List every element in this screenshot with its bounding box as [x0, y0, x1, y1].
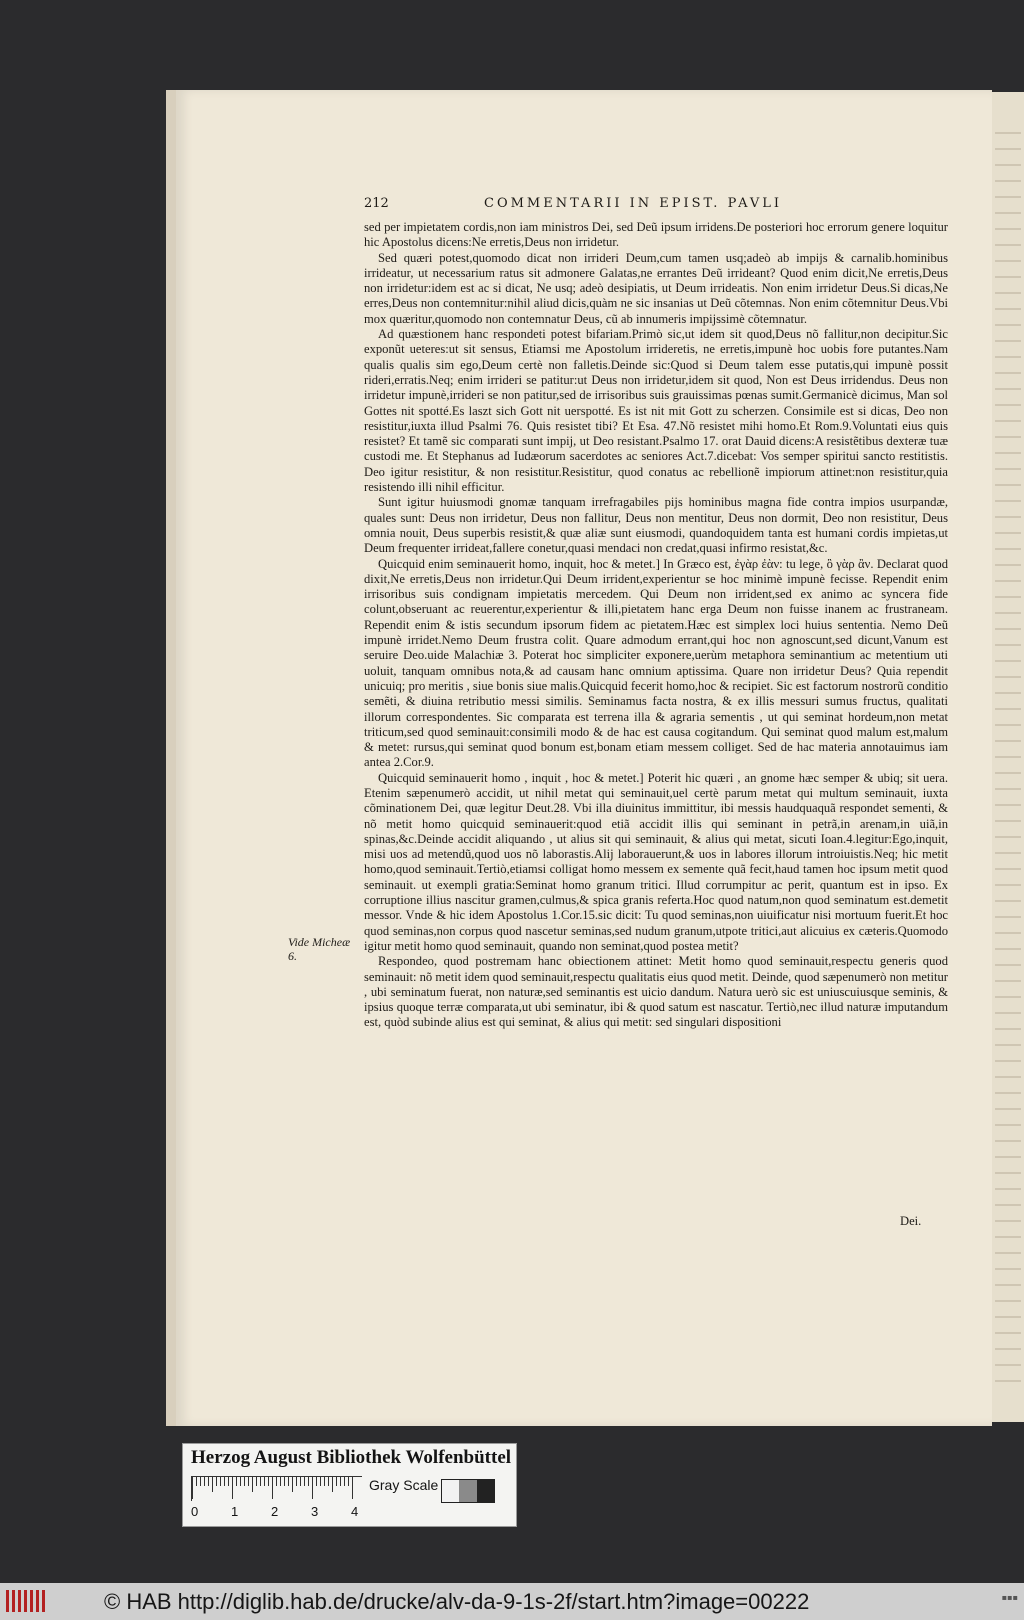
facing-page-line: [995, 436, 1021, 438]
facing-page-line: [995, 308, 1021, 310]
ruler-number: 3: [311, 1504, 319, 1519]
facing-page-line: [995, 516, 1021, 518]
paragraph-2: Sed quæri potest,quomodo dicat non irrideri Deum,cum tamen usq;adeò ab impijs & carnalib.hominibus irrideatur, ut necessarium ratus sit admonere Galatas,ne errantes Deũ irrideant? Quod enim dicit,Ne erretis,Deus non irridetur:idem est ac si dicat, Ne usq; adeò desipiatis, ut Deum irrideatis. Non enim irridetur Deus.Si dicas,Ne erres,Deus non contemnitur:nihil aliud dicis,quàm ne sic insanias ut Deũ cõtemnas. Non enim cõtemnitur Deus.Vbi mox quæritur,quomodo non contemnatur Deus, cũ ab innumeris impijssimè cõtemnatur.: [364, 250, 948, 326]
running-head: [364, 196, 954, 216]
ruler-number: 1: [231, 1504, 239, 1519]
facing-page-line: [995, 132, 1021, 134]
paragraph-7: Respondeo, quod postremam hanc obiectionem attinet: Metit homo quod seminauit,respectu generis quod seminauit: nõ metit idem quod seminauit,respectu qualitatis eius quod metit. Deinde, quod sæpenumerò non metitur , ubi seminatum fuerat, non naturæ,sed seminantis est uicio dandum. Natura uerò sic est uniuscuiusque seminis, & ipsius quoque terræ comparata,ut ubi seminatur, ibi & quod satum est nascatur. Tertiò,nec illud naturæ imputandum est, quòd subinde alius est qui seminat, & alius qui metit: sed singulari dispositioni: [364, 954, 948, 1030]
facing-page-line: [995, 1332, 1021, 1334]
facing-page-line: [995, 660, 1021, 662]
ruler-tick: [192, 1477, 193, 1499]
ruler-tick: [204, 1477, 205, 1486]
ruler-tick: [232, 1477, 233, 1499]
ruler-tick: [256, 1477, 257, 1486]
paragraph-5: Quicquid enim seminauerit homo, inquit, hoc & metet.] In Græco est, ἐγὰρ ἐὰν: tu lege, ὃ γὰρ ἂν. Declarat quod dixit,Ne erretis,Deus non irridetur.Qui Deum irrident,experientur se hoc minimè impunè fecisse. Rependit enim irrisoribus suis condignam impietatis mercedem. Qui Deum non irrident,sed ex animo ac syncera fide colunt,obseruant ac reuerentur,experientur & illi,pietatem hanc erga Deum non fuisse inanem ac frustraneam. Rependit enim & istis secundum ipsorum fidem ac pietatem.Hæc est simplex loci huius sententia. Nemo Deũ impunè irridet.Nemo Deum frustra colit. Quare admodum errant,qui hoc non agnoscunt,sed dicunt,Vanum est seruire Deo.uide Malachiæ 3. Poterat hoc simpliciter exponere,uerùm metaphora seminantium ac metentium uti uoluit, tanquam omnibus nota,& ad causam hanc omnium aptissima. Quare non irridetur Deus? Quia rependit unicuiq; pro meritis , siue bonis siue malis.Quicquid fecerit homo,hoc & recipiet. Sic est factorum nostrorũ conditio semẽti, & diuina retributio messi similis. Seminamus facta nostra, & ex illis messuri sumus fructus, qualitati illorum correspondentes. Sic comparata est terrena illa & agraria sementis , ut qui seminat hordeum,non metat triticum,sed quod seminauit:consimili modo & de hac est causa cogitandum. Qui seminat quod malum est,malum & metet: rursus,qui seminat quod bonum est,bonam etiam messem colliget. Sed de hac materia annotauimus iam antea 2.Cor.9.: [364, 556, 948, 770]
facing-page-line: [995, 292, 1021, 294]
gray-swatch-mid: [459, 1480, 476, 1502]
ruler-tick: [284, 1477, 285, 1486]
ruler-tick: [304, 1477, 305, 1486]
facing-page-line: [995, 1236, 1021, 1238]
ruler-tick: [244, 1477, 245, 1486]
ruler-tick: [312, 1477, 313, 1499]
facing-page-line: [995, 948, 1021, 950]
footer-url: © HAB http://diglib.hab.de/drucke/alv-da-9-1s-2f/start.htm?image=00222: [104, 1589, 810, 1614]
facing-page-line: [995, 164, 1021, 166]
ruler-tick: [268, 1477, 269, 1486]
ruler-tick: [296, 1477, 297, 1486]
facing-page-line: [995, 708, 1021, 710]
paragraph-1: sed per impietatem cordis,non iam ministros Dei, sed Deũ ipsum irridens.De posteriori hoc errorum genere loquitur hic Apostolus dicens:Ne erretis,Deus non irridetur.: [364, 220, 948, 250]
facing-page-line: [995, 756, 1021, 758]
facing-page-line: [995, 1172, 1021, 1174]
facing-page-line: [995, 452, 1021, 454]
ruler-tick: [276, 1477, 277, 1486]
facing-page-line: [995, 1268, 1021, 1270]
facing-page-line: [995, 388, 1021, 390]
ruler-tick: [264, 1477, 265, 1486]
facing-page-line: [995, 1220, 1021, 1222]
ruler-tick: [280, 1477, 281, 1486]
ruler-tick: [320, 1477, 321, 1486]
catchword: Dei.: [900, 1214, 922, 1228]
ruler-tick: [308, 1477, 309, 1486]
facing-page-line: [995, 500, 1021, 502]
ruler-tick: [220, 1477, 221, 1486]
facing-page-line: [995, 564, 1021, 566]
facing-page-line: [995, 1124, 1021, 1126]
facing-page-line: [995, 340, 1021, 342]
footer-bar: [0, 1583, 1024, 1620]
facing-page-line: [995, 1252, 1021, 1254]
facing-page-line: [995, 1380, 1021, 1382]
facing-page-line: [995, 1060, 1021, 1062]
paragraph-6: Quicquid seminauerit homo , inquit , hoc & metet.] Poterit hic quæri , an gnome hæc semper & ubiq; sit uera. Etenim sæpenumerò accidit, ut nihil metat qui seminauit,uel certè parum metat qui multum seminauit, iuxta cõminationem Dei, quæ legitur Deut.28. Vbi illa diuinitus immittitur, ibi messis haudquaquã respondet sementi, & nõ metit homo quicquid seminauerit:quod etiã accidit illis qui seminant in petrã,in arenam,in uiã,in spinas,&c.Deinde accidit aliquando , ut alius sit qui seminauit, & alius qui metat, sicuti Ioan.4.legitur:Ego,inquit, misi uos ad metendũ,quod uos nõ laborastis.Alij laborauerunt,& uos in labores illorum introiuistis.Neq; hic metit homo,quod seminauit.Tertiò,etiamsi colligat homo messem ex semente quã fecit,haud tamen hoc ipsum metit quod seminauit. ut exempli gratia:Seminat homo granum tritici. Illud corrumpitur ac perit, quantum est in ipso. Ex corruptione illius nascitur gramen,culmus,& spica granis referta.Hoc quod natum,non quod seminatum est.demetit messor. Vnde & hic idem Apostolus 1.Cor.15.sic dicit: Tu quod seminas,non uiuificatur nisi mortuum fuerit.Et hoc quod seminas,non corpus quod nascetur seminas,sed nudum granum,utpote tritici,aut alicuius ex cæteris.Quomodo igitur metit homo quod seminauit, quando non seminat,quod postea metit?: [364, 770, 948, 953]
facing-page-line: [995, 1156, 1021, 1158]
gray-swatches: [441, 1479, 495, 1503]
facing-page-line: [995, 1348, 1021, 1350]
facing-page-line: [995, 1092, 1021, 1094]
running-head-title: COMMENTARII IN EPIST. PAVLI: [484, 196, 783, 211]
facing-page-line: [995, 1284, 1021, 1286]
paragraph-3: Ad quæstionem hanc respondeti potest bifariam.Primò sic,ut idem sit quod,Deus nõ fallitur,non decipitur.Sic exponũt ueteres:ut sit sensus, Etiamsi me Apostolum irrideretis, ne erretis,impunè hoc uobis fore putantes.Nam qualis qualis sim ego,Deum certè non falletis.Deinde sic:Quod si Deum talem esse putatis,qui impunè possit rideri,erratis.Neq; enim irrideri se patitur:ut Deus non irridetur,idem sit quod, Non est Deus irridendus. Deus non irridetur impunè,irrideri se non patitur,sed de irrisoribus suis grauissimas pœnas sumit.Germanicè dicimus, Man sol Gottes nit spotté.Es laszt sich Gott nit uerspotté. Es ist nit mit Gott zu scherzen. Consimile est si dicas, Deo non resistitur,iuxta illud Psalmi 76. Quis resistet tibi? Et Esa. 47.Nõ resistet mihi homo.Et Rom.9.Voluntati eius quis resistet? Et tamẽ sic comparati sunt impij, ut Deo resistant.Psalmo 17. orat Dauid dicens:A resistẽtibus dexteræ tuæ custodi me. Et Stephanus ad Iudæorum sacerdotes ac seniores Act.7.dicebat: Vos semper spiritui sancto restitistis. Deo igitur resistitur, & non resistitur.Resistitur, quod conatus ac rebellionẽ impiorum attinet:non resistitur,quia resistendo illi nihil efficitur.: [364, 327, 948, 495]
gray-swatch-light: [442, 1480, 459, 1502]
facing-page-line: [995, 1204, 1021, 1206]
facing-page-line: [995, 1076, 1021, 1078]
facing-page-line: [995, 692, 1021, 694]
ruler-tick: [340, 1477, 341, 1486]
ruler-tick: [252, 1477, 253, 1492]
ruler-number: 2: [271, 1504, 279, 1519]
ruler-number: 4: [351, 1504, 359, 1519]
ruler-tick: [324, 1477, 325, 1486]
facing-page-line: [995, 964, 1021, 966]
footer-mark: ▪▪▪: [1001, 1593, 1018, 1602]
facing-page-line: [995, 1188, 1021, 1190]
ruler-tick: [228, 1477, 229, 1486]
ruler-tick: [344, 1477, 345, 1486]
facing-page-line: [995, 580, 1021, 582]
facing-page-line: [995, 180, 1021, 182]
library-name: Herzog August Bibliothek Wolfenbüttel: [191, 1447, 512, 1468]
facing-page-line: [995, 772, 1021, 774]
ruler-tick: [332, 1477, 333, 1492]
hab-logo-icon: [4, 1586, 46, 1616]
facing-page-line: [995, 276, 1021, 278]
facing-page-line: [995, 148, 1021, 150]
color-scale-card: [182, 1443, 517, 1527]
facing-page-line: [995, 676, 1021, 678]
ruler: [191, 1476, 362, 1501]
ruler-tick: [224, 1477, 225, 1486]
ruler-tick: [200, 1477, 201, 1486]
facing-page-line: [995, 1012, 1021, 1014]
margin-note: Vide Micheæ 6.: [288, 935, 351, 963]
ruler-tick: [260, 1477, 261, 1486]
ruler-tick: [196, 1477, 197, 1486]
ruler-tick: [348, 1477, 349, 1486]
ruler-tick: [248, 1477, 249, 1486]
gray-swatch-dark: [477, 1480, 494, 1502]
ruler-tick: [288, 1477, 289, 1486]
facing-page-line: [995, 740, 1021, 742]
facing-page-line: [995, 836, 1021, 838]
facing-page-line: [995, 1316, 1021, 1318]
ruler-tick: [208, 1477, 209, 1486]
facing-page-line: [995, 996, 1021, 998]
facing-page-line: [995, 1364, 1021, 1366]
facing-page-line: [995, 548, 1021, 550]
ruler-tick: [336, 1477, 337, 1486]
facing-page-line: [995, 484, 1021, 486]
facing-page-line: [995, 228, 1021, 230]
facing-page-line: [995, 324, 1021, 326]
ruler-tick: [292, 1477, 293, 1492]
facing-page-line: [995, 788, 1021, 790]
facing-page-line: [995, 724, 1021, 726]
ruler-tick: [236, 1477, 237, 1486]
facing-page-line: [995, 372, 1021, 374]
ruler-tick: [240, 1477, 241, 1486]
ruler-tick: [300, 1477, 301, 1486]
facing-page-line: [995, 596, 1021, 598]
facing-page-line: [995, 916, 1021, 918]
ruler-tick: [216, 1477, 217, 1486]
ruler-number: 0: [191, 1504, 199, 1519]
facing-page-line: [995, 532, 1021, 534]
paragraph-4: Sunt igitur huiusmodi gnomæ tanquam irrefragabiles pijs hominibus magna fide contra impios usurpandæ, quales sunt: Deus non irridetur, Deus non fallitur, Deus non mentitur, Deus non dormit, Deo non resistitur, Deus omnia nouit, Deus superbis resistit,& quæ aliæ sunt eiusmodi, quandoquidem tanta est humani cordis impietas,ut Deum frequenter irrideat,fallere conetur,quasi mendaci non credat,quasi infirmo resistat,&c.: [364, 495, 948, 556]
facing-page-line: [995, 196, 1021, 198]
facing-page-line: [995, 852, 1021, 854]
facing-page-line: [995, 1108, 1021, 1110]
ruler-tick: [328, 1477, 329, 1486]
facing-page-line: [995, 420, 1021, 422]
facing-page-line: [995, 612, 1021, 614]
facing-page-line: [995, 356, 1021, 358]
ruler-tick: [352, 1477, 353, 1499]
facing-page-line: [995, 1028, 1021, 1030]
folio-number: 212: [364, 196, 389, 211]
facing-page-line: [995, 260, 1021, 262]
facing-page-line: [995, 932, 1021, 934]
facing-page-line: [995, 884, 1021, 886]
facing-page-line: [995, 1300, 1021, 1302]
facing-page-line: [995, 212, 1021, 214]
facing-page-line: [995, 868, 1021, 870]
ruler-tick: [272, 1477, 273, 1499]
facing-page-line: [995, 900, 1021, 902]
facing-page-line: [995, 1044, 1021, 1046]
facing-page-line: [995, 628, 1021, 630]
facing-page-line: [995, 244, 1021, 246]
facing-page-line: [995, 1140, 1021, 1142]
facing-page-line: [995, 980, 1021, 982]
ruler-numbers: [191, 1504, 371, 1520]
facing-page-line: [995, 644, 1021, 646]
ruler-tick: [212, 1477, 213, 1492]
facing-page-line: [995, 820, 1021, 822]
ruler-tick: [316, 1477, 317, 1486]
facing-page-line: [995, 468, 1021, 470]
facing-page-line: [995, 404, 1021, 406]
gray-scale-label: Gray Scale: [369, 1477, 439, 1493]
facing-page-line: [995, 804, 1021, 806]
body-text: [364, 220, 948, 1232]
